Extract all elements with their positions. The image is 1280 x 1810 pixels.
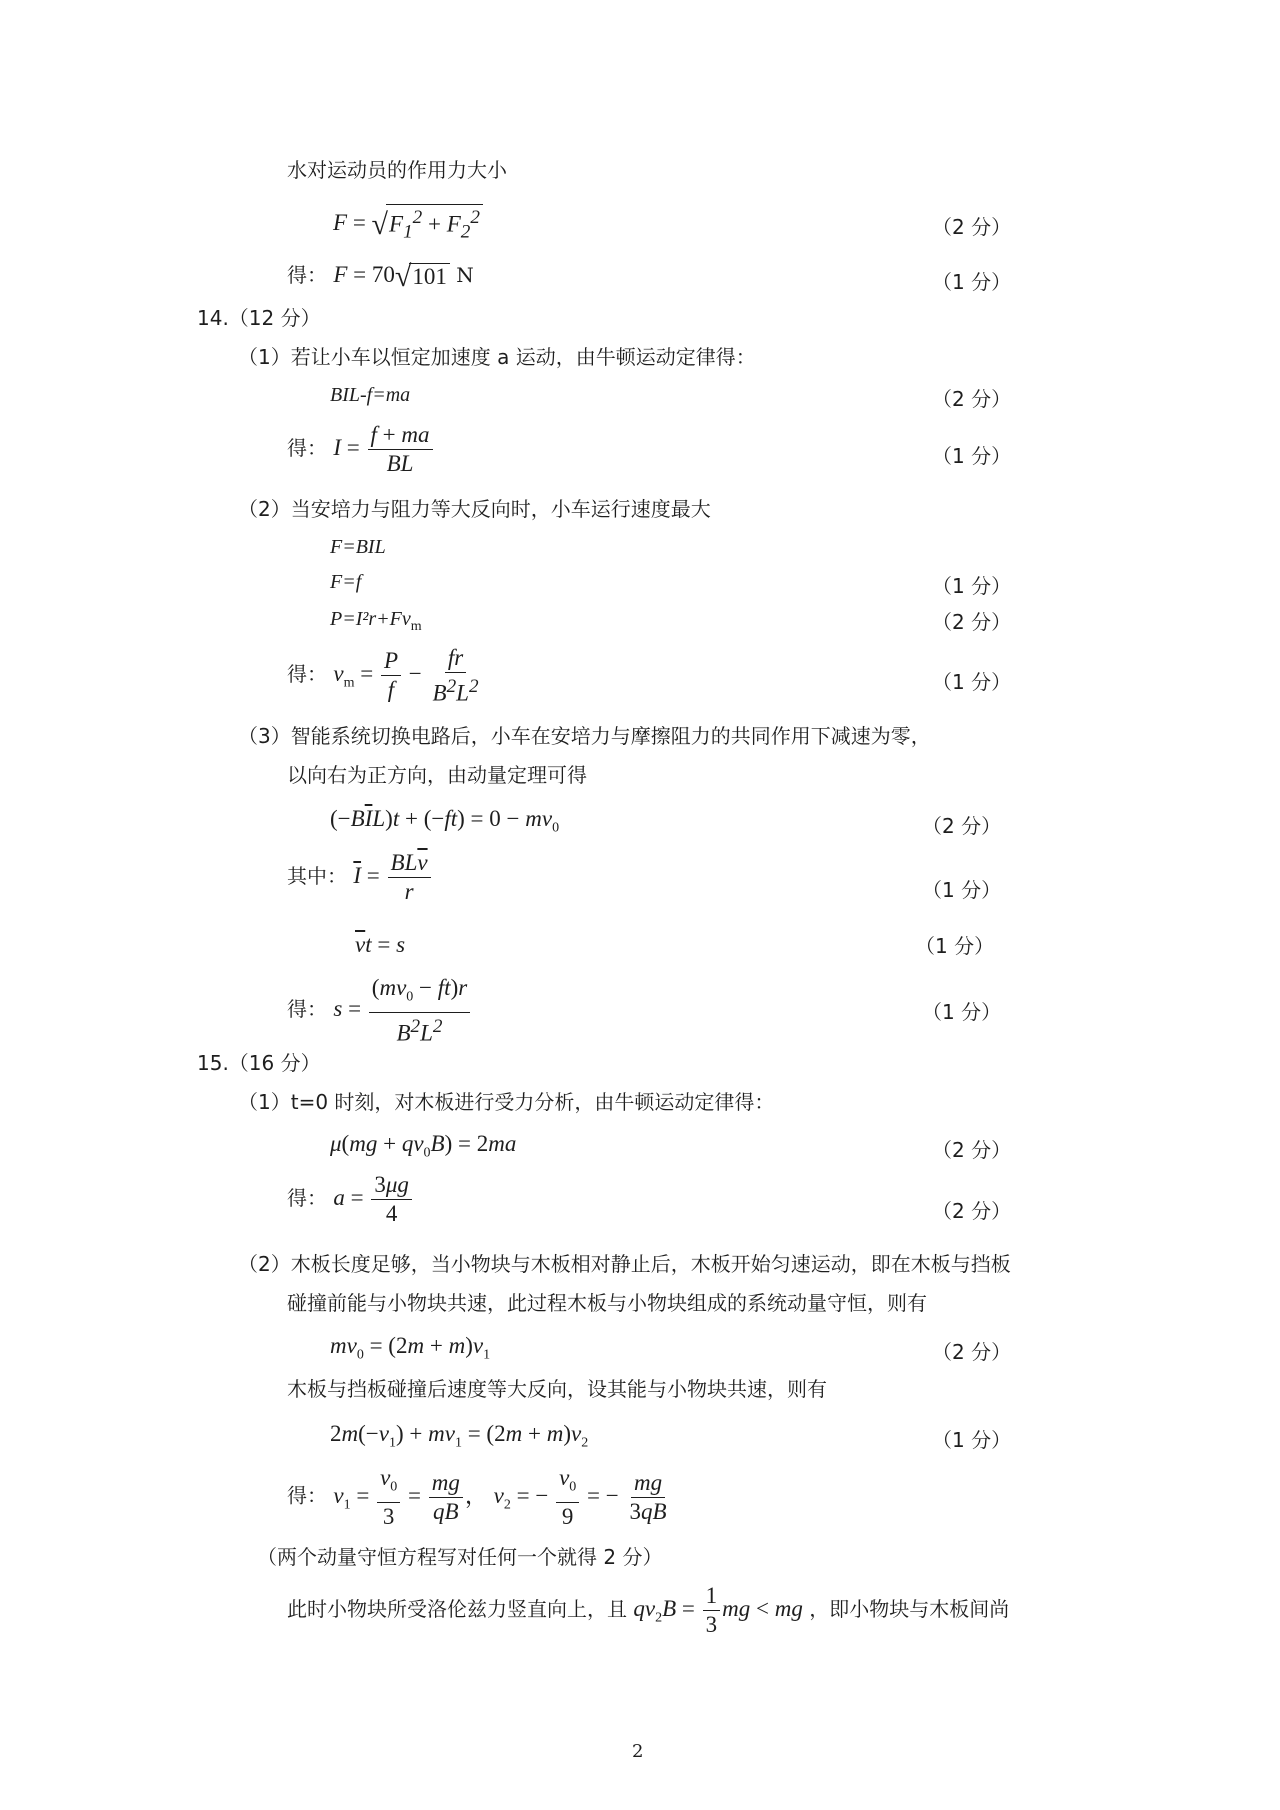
text-line: （2）木板长度足够，当小物块与木板相对静止后，木板开始匀速运动，即在木板与挡板 — [238, 1252, 1011, 1276]
equation-impulse: $(-B\overline{I}L)t + (-ft) = 0 - mv_0$ — [330, 806, 560, 836]
score-mark: （2 分） — [932, 1340, 1012, 1364]
equation-result-force: 得： F = 70√101 N — [287, 260, 474, 294]
score-mark: （2 分） — [932, 215, 1012, 239]
equation-friction: $\mu(mg + qv_0B) = 2ma$ — [330, 1131, 517, 1161]
equation-acceleration: 得： a = $\frac{3\mu g}{4}$ — [287, 1172, 414, 1227]
text-line: （3）智能系统切换电路后，小车在安培力与摩擦阻力的共同作用下减速为零， — [238, 724, 931, 748]
text-line: 水对运动员的作用力大小 — [287, 158, 507, 182]
text-line: （1）若让小车以恒定加速度 a 运动，由牛顿运动定律得： — [238, 345, 756, 369]
text-line: 以向右为正方向，由动量定理可得 — [287, 763, 587, 787]
score-mark: （1 分） — [915, 934, 995, 958]
text-line: 木板与挡板碰撞后速度等大反向，设其能与小物块共速，则有 — [287, 1377, 827, 1401]
score-mark: （1 分） — [922, 1000, 1002, 1024]
text-line: 碰撞前能与小物块共速，此过程木板与小物块组成的系统动量守恒，则有 — [287, 1291, 927, 1315]
score-mark: （2 分） — [932, 1138, 1012, 1162]
score-mark: （1 分） — [932, 670, 1012, 694]
text-line-lorentz: 此时小物块所受洛伦兹力竖直向上，且 $qv_2B$ = $\frac{1}{3}$ mg < mg ，即小物块与木板间尚 — [287, 1583, 1010, 1637]
equation-momentum-2: $2m(-v_1) + mv_1 = (2m + m)v_2$ — [330, 1421, 589, 1451]
score-mark: （2 分） — [932, 1199, 1012, 1223]
score-mark: （1 分） — [932, 574, 1012, 598]
equation-velocities: 得： $v_1$ = $\frac{v_0}{3}$ = $\frac{mg}{qB}$ ， $v_2$ = − $\frac{v_0}{9}$ = − $\frac{mg}{3qB}$ — [287, 1465, 667, 1529]
equation-newton: BIL-f=ma — [330, 384, 411, 406]
equation-power: $P=I^2r+Fv_m$ — [330, 608, 422, 634]
score-mark: （1 分） — [932, 1428, 1012, 1452]
equation-displacement: $\overline{v}t = s$ — [355, 932, 406, 957]
equation-average-current: 其中： $\overline{I}$ = $\frac{BL\overline{v}}{r}$ — [287, 850, 433, 905]
score-mark: （1 分） — [922, 878, 1002, 902]
text-line: （2）当安培力与阻力等大反向时，小车运行速度最大 — [238, 497, 711, 521]
equation-balance: F=f — [330, 571, 362, 593]
equation-max-speed: 得： $v_m$ = $\frac{P}{f}$ − $\frac{fr}{B^2L^2}$ — [287, 645, 479, 706]
equation-current: 得： I = $\frac{f + ma}{BL}$ — [287, 422, 435, 477]
score-mark: （2 分） — [932, 387, 1012, 411]
equation-distance: 得： s = $\frac{(mv_0 - ft)r}{B^2L^2}$ — [287, 975, 472, 1046]
score-mark: （1 分） — [932, 444, 1012, 468]
question-heading: 14.（12 分） — [197, 306, 321, 330]
score-mark: （2 分） — [932, 610, 1012, 634]
question-heading: 15.（16 分） — [197, 1051, 321, 1075]
text-line: （1）t=0 时刻，对木板进行受力分析，由牛顿运动定律得： — [238, 1090, 775, 1114]
equation-momentum-1: $mv_0 = (2m + m)v_1$ — [330, 1333, 491, 1363]
equation-ampere-force: F=BIL — [330, 536, 386, 558]
score-mark: （1 分） — [932, 270, 1012, 294]
score-mark: （2 分） — [922, 814, 1002, 838]
page-number: 2 — [632, 1741, 644, 1762]
text-line: （两个动量守恒方程写对任何一个就得 2 分） — [257, 1545, 663, 1569]
equation-resultant-force: $F = √F_1^2 + F_2^2$ — [333, 204, 483, 245]
